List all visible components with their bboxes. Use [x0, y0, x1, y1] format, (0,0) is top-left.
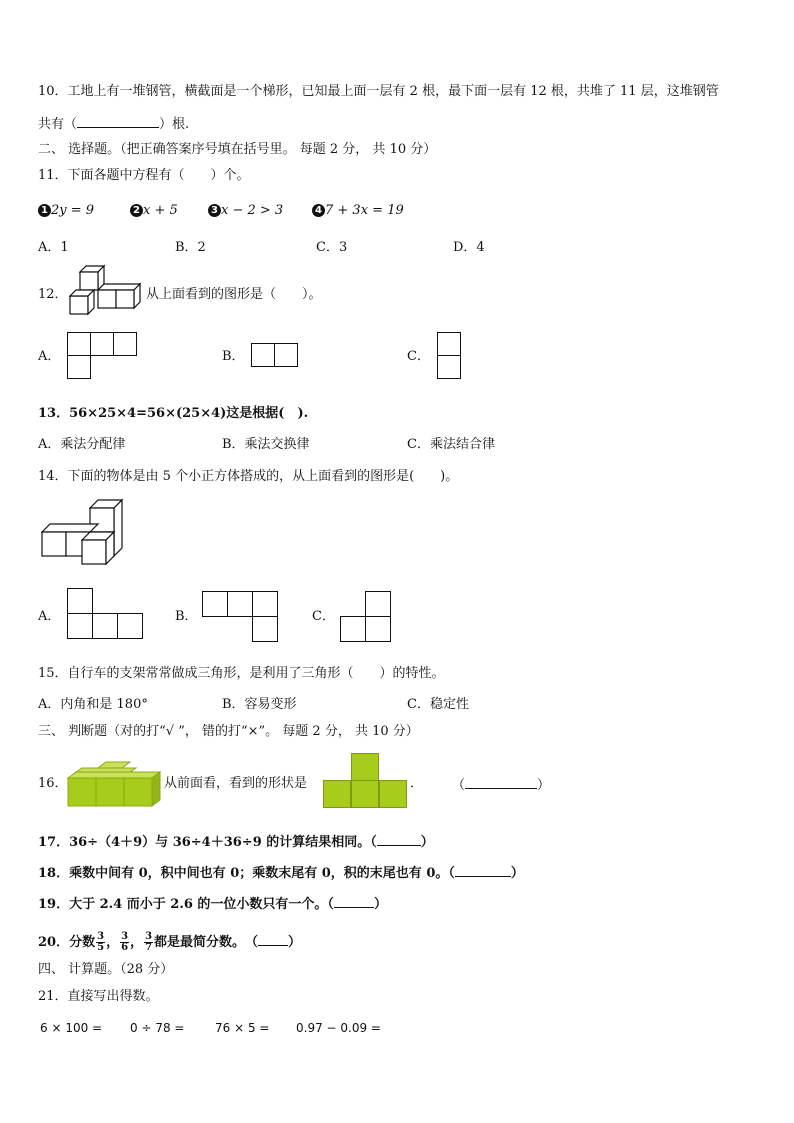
q16-paren-open: （ — [452, 778, 466, 793]
q10-answer-blank[interactable] — [77, 115, 159, 128]
q16-number: 16． — [38, 776, 68, 791]
q20-close: ） — [288, 935, 302, 950]
q21-item-4[interactable]: 0.97 − 0.09 = — [296, 1021, 381, 1035]
q19-answer-blank[interactable] — [334, 895, 374, 908]
q18-text: 18．乘数中间有 0，积中间也有 0；乘数末尾有 0，积的末尾也有 0。（ — [38, 866, 455, 881]
q12-option-b[interactable]: B． — [222, 349, 245, 364]
q13-option-c[interactable]: C．乘法结合律 — [407, 437, 495, 452]
q14-option-a[interactable]: A． — [38, 609, 61, 624]
q11-item-3 — [208, 203, 283, 219]
q11-expr-4: 7 + 3x = 19 — [325, 203, 404, 218]
q13-option-b[interactable]: B．乘法交换律 — [222, 437, 310, 452]
q16-paren-close: ） — [537, 778, 551, 793]
q21-stem: 21．直接写出得数。 — [38, 989, 159, 1004]
q10-suffix: ）根. — [159, 117, 190, 132]
q11-item-2 — [130, 203, 178, 219]
q19-line — [38, 895, 387, 913]
q11-item-1 — [38, 203, 94, 219]
q12-cube-figure — [68, 264, 144, 320]
q17-answer-blank[interactable] — [377, 833, 421, 846]
q15-stem: 15．自行车的支架常常做成三角形，是利用了三角形（ ）的特性。 — [38, 666, 445, 681]
q16-dot: ． — [410, 776, 424, 791]
q18-line — [38, 864, 524, 882]
q10-line2 — [38, 115, 189, 133]
section4-heading: 四、 计算题。（28 分） — [38, 962, 174, 977]
q16-answer — [452, 776, 550, 794]
q14-stem: 14．下面的物体是由 5 个小正方体搭成的，从上面看到的图形是( )。 — [38, 469, 459, 484]
q17-line — [38, 833, 434, 851]
q19-text: 19．大于 2.4 而小于 2.6 的一位小数只有一个。（ — [38, 897, 334, 912]
q11-expr-2: x + 5 — [143, 203, 178, 218]
q12-option-c[interactable]: C． — [407, 349, 430, 364]
q20-answer-blank[interactable] — [258, 933, 288, 946]
q20-line: 20．分数 $\frac{3}{5}$ ， $\frac{3}{6}$ ， $\frac{3}{7}$ 都是最简分数。 （ ） — [38, 931, 302, 953]
q12-number: 12． — [38, 287, 68, 302]
fraction-3-7: $\frac{3}{7}$ — [145, 931, 153, 953]
q15-option-b[interactable]: B．容易变形 — [222, 697, 297, 712]
q20-prefix: 20．分数 — [38, 935, 96, 950]
q21-item-2[interactable]: 0 ÷ 78 = — [130, 1021, 185, 1035]
q11-option-c[interactable]: C．3 — [316, 240, 348, 255]
q10-prefix: 共有（ — [38, 117, 78, 132]
q11-option-d[interactable]: D．4 — [453, 240, 485, 255]
q11-option-b[interactable]: B．2 — [175, 240, 206, 255]
q18-close: ） — [510, 866, 524, 881]
q14-cube-figure — [38, 496, 130, 568]
fraction-3-5: $\frac{3}{5}$ — [97, 931, 105, 953]
q21-item-3[interactable]: 76 × 5 = — [215, 1021, 270, 1035]
q11-stem: 11．下面各题中方程有（ ）个。 — [38, 168, 250, 183]
q17-close: ） — [420, 835, 434, 850]
q14-option-c[interactable]: C． — [312, 609, 335, 624]
section3-heading: 三、 判断题（对的打“√ ”， 错的打“×”。 每题 2 分， 共 10 分） — [38, 724, 419, 739]
q14-option-b[interactable]: B． — [175, 609, 198, 624]
q15-option-c[interactable]: C．稳定性 — [407, 697, 469, 712]
q16-green-cubes-figure — [66, 760, 162, 810]
circled-number-3: 3 — [208, 204, 221, 217]
q13-option-a[interactable]: A．乘法分配律 — [38, 437, 126, 452]
fraction-3-6: $\frac{3}{6}$ — [121, 931, 129, 953]
q16-text: 从前面看，看到的形状是 — [164, 776, 308, 791]
q15-option-a[interactable]: A．内角和是 180° — [38, 697, 148, 712]
q10-line1: 10．工地上有一堆钢管，横截面是一个梯形，已知最上面一层有 2 根，最下面一层有 12 根，共堆了 11 层，这堆钢管 — [38, 84, 719, 99]
q12-stem: 从上面看到的图形是（ ）。 — [146, 287, 322, 302]
q19-close: ） — [373, 897, 387, 912]
q11-expr-1: 2y = 9 — [51, 203, 95, 218]
q18-answer-blank[interactable] — [455, 864, 511, 877]
circled-number-4: 4 — [312, 204, 325, 217]
circled-number-2: 2 — [130, 204, 143, 217]
q11-expr-3: x − 2 > 3 — [221, 203, 284, 218]
q20-suffix: 都是最简分数。 （ — [154, 935, 259, 950]
q12-option-a[interactable]: A． — [38, 349, 61, 364]
q21-item-1[interactable]: 6 × 100 = — [40, 1021, 103, 1035]
q13-stem: 13．56×25×4=56×(25×4)这是根据( ). — [38, 406, 309, 421]
q17-text: 17．36÷（4＋9）与 36÷4＋36÷9 的计算结果相同。（ — [38, 835, 377, 850]
section2-heading: 二、 选择题。（把正确答案序号填在括号里。 每题 2 分， 共 10 分） — [38, 142, 437, 157]
q16-answer-blank[interactable] — [465, 776, 537, 789]
circled-number-1: 1 — [38, 204, 51, 217]
q11-item-4 — [312, 203, 404, 219]
q11-option-a[interactable]: A．1 — [38, 240, 69, 255]
